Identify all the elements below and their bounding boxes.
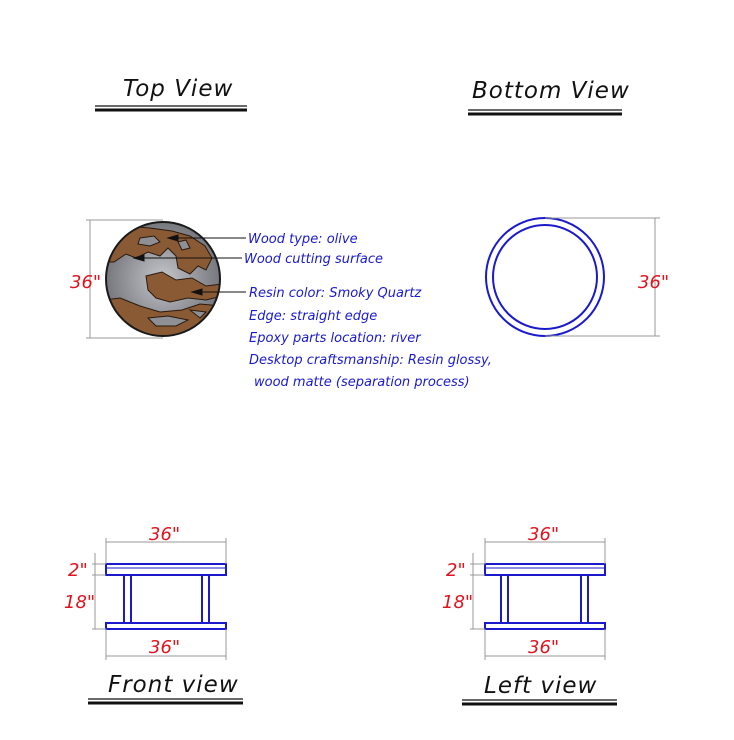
left-view-table [485,564,605,629]
note-craftsmanship-line1: Desktop craftsmanship: Resin glossy, [249,353,492,368]
left-view-top-thickness-label: 2" [446,560,466,581]
bottom-view-table [486,218,604,336]
front-view-top-thickness-label: 2" [68,560,88,581]
front-view-table [106,564,226,629]
front-view-height-label: 18" [64,592,96,613]
note-craftsmanship-line2: wood matte (separation process) [254,375,470,390]
bottom-view-diameter-dimension [545,218,669,336]
left-view-height-label: 18" [442,592,474,613]
front-view-width-bottom-label: 36" [149,637,181,658]
left-view-width-top-label: 36" [528,524,560,545]
left-view-width-bottom-label: 36" [528,637,560,658]
note-epoxy-location: Epoxy parts location: river [249,331,421,346]
note-resin-color: Resin color: Smoky Quartz [249,286,422,301]
top-view-table [104,222,222,342]
note-wood-type: Wood type: olive [248,232,358,247]
top-view-title: Top View [123,76,234,102]
note-edge: Edge: straight edge [249,309,378,324]
note-wood-cutting: Wood cutting surface [244,252,384,267]
front-view-title: Front view [108,672,239,698]
left-view-title: Left view [484,673,598,699]
top-view-diameter-label: 36" [70,272,102,293]
bottom-view-title: Bottom View [472,78,630,104]
bottom-view-diameter-label: 36" [638,272,670,293]
front-view-width-top-label: 36" [149,524,181,545]
